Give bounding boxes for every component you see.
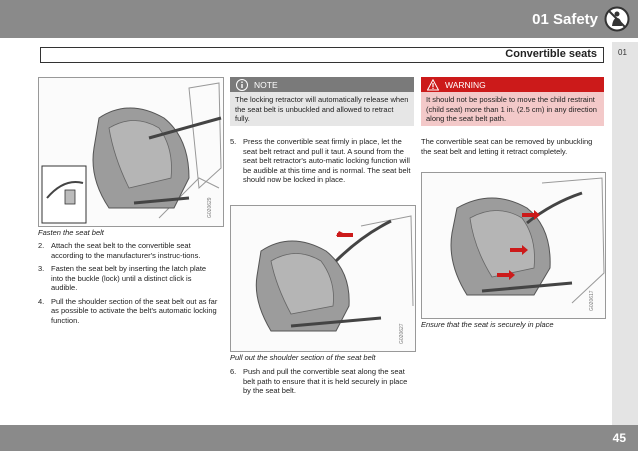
figure-caption: Fasten the seat belt [38, 228, 104, 237]
step-item [38, 241, 218, 260]
step-item [230, 367, 414, 396]
no-child-seat-symbol-icon [604, 6, 630, 32]
figure-caption: Ensure that the seat is securely in place [421, 320, 554, 329]
step-number: 5. [230, 137, 237, 146]
removal-paragraph: The convertible seat can be removed by unbuckling the seat belt and letting it retract completely. [421, 137, 593, 156]
side-tab-label: 01 [618, 48, 627, 57]
steps-left [38, 241, 218, 329]
step-text: Attach the seat belt to the convertible seat according to the manufacturer's instruc-tions. [51, 241, 201, 260]
step-item [38, 264, 218, 293]
step-text: Press the convertible seat firmly in place, let the seat belt retract and pull it taut. A sound from the seat belt retractor's auto-matic locking function will be audible at this time and is normal. The seat belt should now be locked in place. [243, 137, 411, 184]
step-text: Push and pull the convertible seat along the seat belt path to ensure that it is held securely in place by the seat belt. [243, 367, 408, 395]
chapter-side-tab [612, 42, 638, 432]
warning-triangle-icon [427, 79, 439, 91]
step-text: Pull the shoulder section of the seat belt out as far as possible to activate the belt's automatic locking function. [51, 296, 218, 325]
illustration-pull-belt [231, 206, 415, 351]
step-number: 6. [230, 367, 237, 376]
note-header [230, 77, 414, 92]
figure-code: G020617 [589, 290, 595, 311]
note-label: NOTE [254, 79, 278, 90]
illustration-seat-belt-fasten [39, 78, 223, 226]
footer-bar [0, 425, 638, 451]
step-number: 2. [38, 241, 45, 250]
figure-secure-seat [421, 172, 606, 319]
figure-fasten-belt [38, 77, 224, 227]
chapter-header-bar [0, 0, 638, 38]
section-title-row [40, 47, 604, 63]
step-number: 3. [38, 264, 45, 273]
step-item [38, 297, 218, 326]
illustration-secure-seat [422, 173, 605, 318]
figure-code: G020627 [399, 323, 405, 344]
step-item [230, 137, 414, 185]
warning-label: WARNING [445, 79, 486, 90]
chapter-title: 01 Safety [532, 11, 598, 28]
steps-middle [230, 137, 414, 189]
figure-code: G020629 [207, 197, 213, 218]
step-number: 4. [38, 296, 45, 306]
page-number: 45 [612, 431, 626, 445]
info-icon [236, 79, 248, 91]
warning-body: It should not be possible to move the child restraint (child seat) more than 1 in. (2.5 cm) in any direction along the seat belt path. [421, 92, 604, 126]
steps-middle-after [230, 367, 414, 400]
step-text: Fasten the seat belt by inserting the latch plate into the buckle (lock) until a distinct click is audible. [51, 264, 207, 292]
warning-header [421, 77, 604, 92]
figure-caption: Pull out the shoulder section of the seat belt [230, 353, 376, 362]
section-title: Convertible seats [505, 48, 597, 60]
figure-pull-shoulder-belt [230, 205, 416, 352]
note-body: The locking retractor will automatically release when the seat belt is unbuckled and allowed to retract fully. [230, 92, 414, 126]
